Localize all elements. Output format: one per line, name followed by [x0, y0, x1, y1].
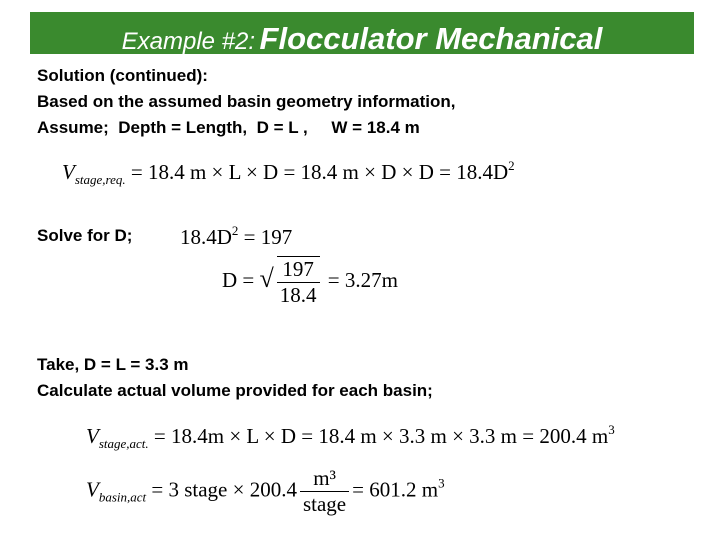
eq1-subscript: stage,req.	[74, 172, 126, 187]
eq3-rhs: = 3.27m	[322, 267, 398, 292]
equation-d-result	[222, 256, 398, 308]
eq5-post: = 601.2 m	[352, 477, 439, 502]
equation-stage-volume-actual	[86, 422, 615, 452]
eq5-subscript: basin,act	[98, 489, 147, 505]
eq3-numerator: 197	[277, 257, 320, 283]
eq5-pre: = 3 stage × 200.4	[151, 477, 297, 502]
eq4-subscript: stage,act.	[98, 436, 149, 451]
equation-solve-d	[180, 223, 292, 250]
eq3-lhs: D =	[222, 267, 260, 292]
equation-stage-volume-required	[62, 158, 515, 188]
equation-basin-volume-actual	[86, 466, 445, 517]
slide-title-bar	[30, 12, 694, 54]
eq1-exponent: 2	[508, 158, 515, 173]
eq4-exponent: 3	[608, 422, 615, 437]
take-line: Take, D = L = 3.3 m	[37, 355, 189, 374]
eq2-rhs: = 197	[238, 225, 293, 249]
solution-heading: Solution (continued):	[37, 66, 208, 85]
eq1-rhs: = 18.4 m × L × D = 18.4 m × D × D = 18.4D	[130, 160, 509, 184]
eq2-exponent: 2	[231, 223, 239, 238]
eq5-numerator: m³	[300, 466, 349, 492]
eq3-fraction	[277, 256, 320, 308]
calculate-line: Calculate actual volume provided for each basin;	[37, 381, 433, 400]
eq4-variable: V	[86, 424, 99, 448]
eq5-variable: V	[86, 477, 99, 502]
eq5-denominator: stage	[302, 492, 347, 516]
eq2-lhs: 18.4D	[180, 225, 232, 249]
eq3-denominator: 18.4	[279, 283, 317, 307]
title-prefix: Example #2:	[121, 28, 256, 55]
eq4-rhs: = 18.4m × L × D = 18.4 m × 3.3 m × 3.3 m = 200.4 m	[153, 424, 609, 448]
sqrt-icon: √	[259, 263, 274, 293]
assumption-line: Assume; Depth = Length, D = L , W = 18.4 m	[37, 118, 420, 137]
title-main: Flocculator Mechanical	[259, 21, 603, 56]
eq5-exponent: 3	[438, 475, 445, 491]
geometry-note: Based on the assumed basin geometry information,	[37, 92, 456, 111]
eq1-variable: V	[62, 160, 75, 184]
eq5-fraction	[300, 466, 349, 517]
solve-label: Solve for D;	[37, 226, 133, 245]
